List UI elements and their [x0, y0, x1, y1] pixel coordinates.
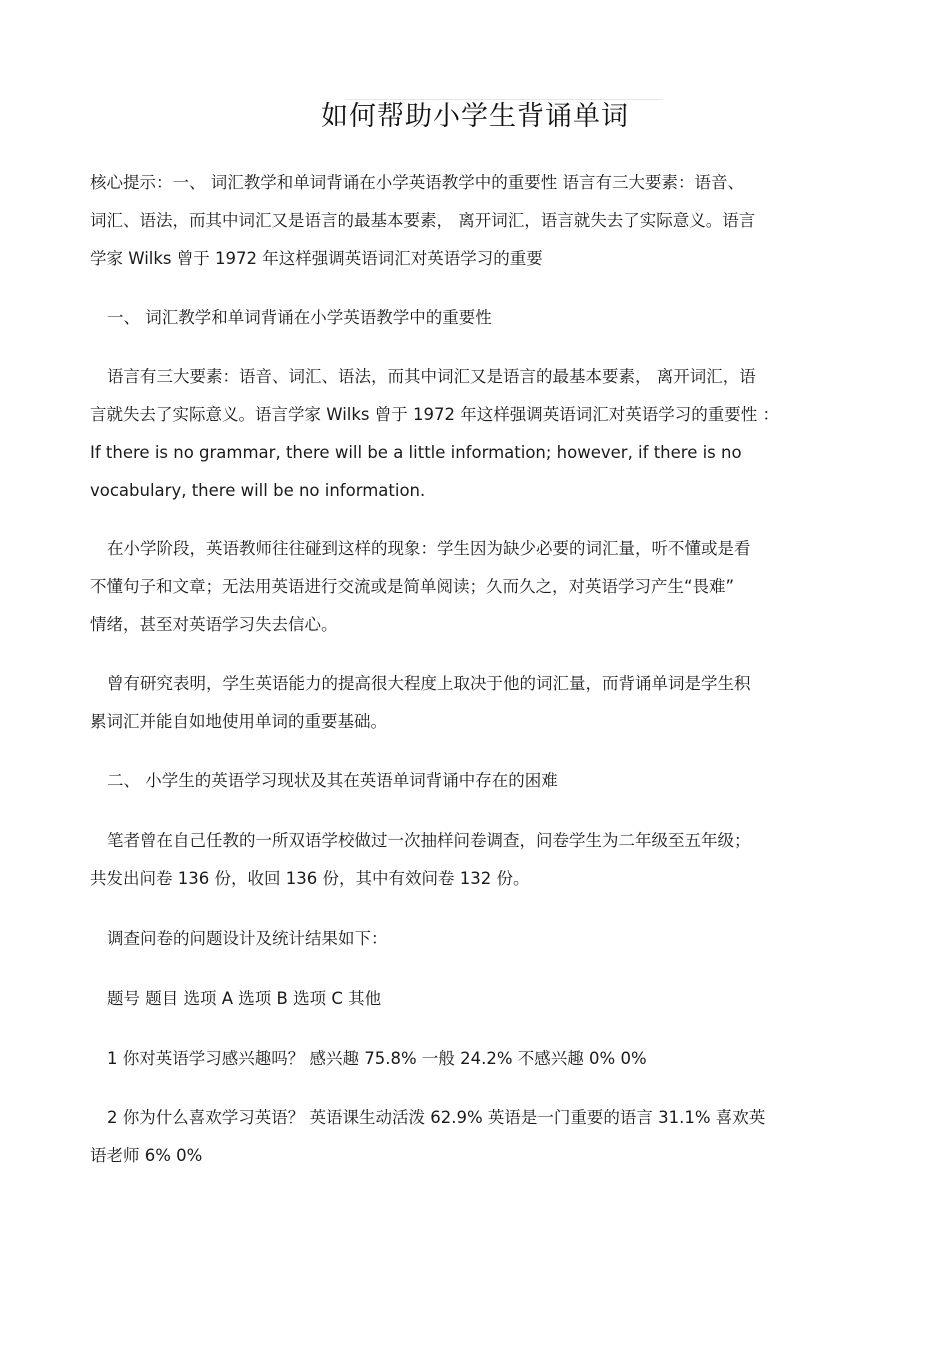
- survey-table-header: 题号 题目 选项 A 选项 B 选项 C 其他: [107, 989, 382, 1008]
- paragraph-line: vocabulary, there will be no information.: [90, 481, 426, 500]
- paragraph-line: 在小学阶段，英语教师往往碰到这样的现象：学生因为缺少必要的词汇量，听不懂或是看: [107, 539, 751, 558]
- paragraph-line: If there is no grammar, there will be a little information; however, if there is no: [90, 443, 742, 462]
- paragraph-line: 累词汇并能自如地使用单词的重要基础。: [90, 712, 387, 731]
- summary-line: 核心提示：一、 词汇教学和单词背诵在小学英语教学中的重要性 语言有三大要素：语音、: [90, 173, 744, 192]
- survey-row-1: 1 你对英语学习感兴趣吗？ 感兴趣 75.8% 一般 24.2% 不感兴趣 0% 0%: [107, 1049, 647, 1068]
- paragraph-line: 言就失去了实际意义。语言学家 Wilks 曾于 1972 年这样强调英语词汇对英语学习的重要性 ：: [90, 405, 779, 424]
- paragraph-line: 2 你为什么喜欢学习英语？ 英语课生动活泼 62.9% 英语是一门重要的语言 31.1% 喜欢英: [107, 1108, 766, 1127]
- paragraph-3: [90, 665, 860, 741]
- survey-row-2: [90, 1099, 860, 1175]
- paragraph-5: 调查问卷的问题设计及统计结果如下：: [107, 929, 388, 948]
- paragraph-4: [90, 822, 860, 898]
- summary-paragraph: [90, 164, 860, 278]
- paragraph-line: 不懂句子和文章；无法用英语进行交流或是简单阅读；久而久之，对英语学习产生“畏难”: [90, 577, 735, 596]
- paragraph-1: [90, 358, 860, 510]
- paragraph-line: 情绪，甚至对英语学习失去信心。: [90, 615, 338, 634]
- paragraph-line: 共发出问卷 136 份，收回 136 份，其中有效问卷 132 份。: [90, 869, 530, 888]
- paragraph-line: 曾有研究表明，学生英语能力的提高很大程度上取决于他的词汇量，而背诵单词是学生积: [107, 674, 751, 693]
- paragraph-line: 语老师 6% 0%: [90, 1146, 203, 1165]
- paragraph-2: [90, 530, 860, 644]
- paragraph-line: 笔者曾在自己任教的一所双语学校做过一次抽样问卷调查，问卷学生为二年级至五年级；: [107, 831, 751, 850]
- paragraph-line: 语言有三大要素：语音、词汇、语法，而其中词汇又是语言的最基本要素， 离开词汇，语: [107, 367, 756, 386]
- section-heading-2: 二、 小学生的英语学习现状及其在英语单词背诵中存在的困难: [107, 771, 558, 790]
- summary-line: 学家 Wilks 曾于 1972 年这样强调英语词汇对英语学习的重要: [90, 249, 543, 268]
- section-heading-1: 一、 词汇教学和单词背诵在小学英语教学中的重要性: [107, 308, 492, 327]
- document-title: 如何帮助小学生背诵单词: [321, 101, 629, 132]
- summary-line: 词汇、语法，而其中词汇又是语言的最基本要素， 离开词汇，语言就失去了实际意义。语言: [90, 211, 756, 230]
